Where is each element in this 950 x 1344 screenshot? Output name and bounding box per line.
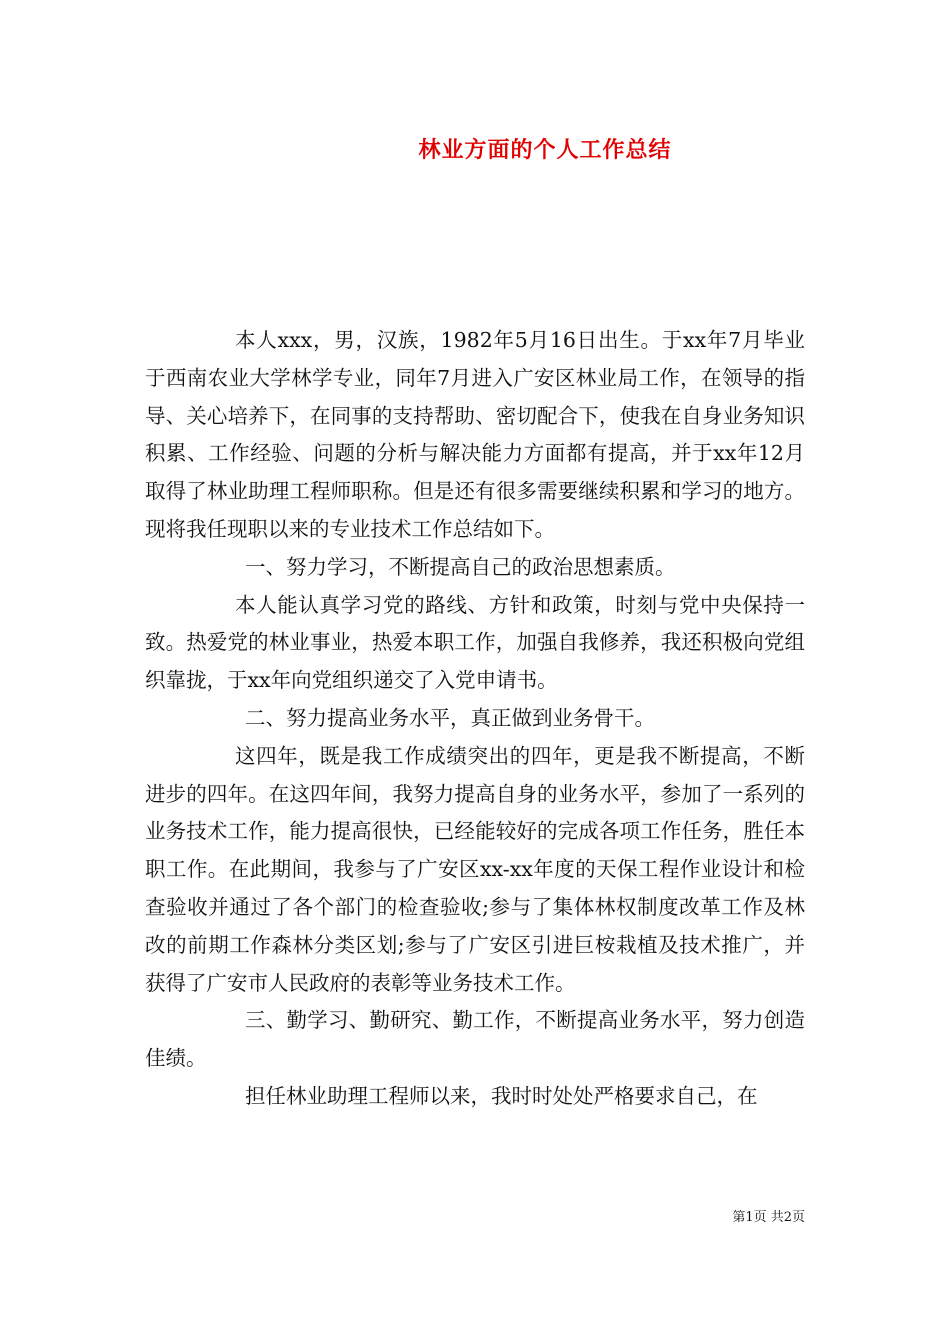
document-body: [145, 322, 805, 1116]
paragraph-section-2: 这四年，既是我工作成绩突出的四年，更是我不断提高，不断进步的四年。在这四年间，我努力提高自身的业务水平，参加了一系列的业务技术工作，能力提高很快，已经能较好的完成各项工作任务，胜任本职工作。在此期间，我参与了广安区xx-xx年度的天保工程作业设计和检查验收并通过了各个部门的检查验收;参与了集体林权制度改革工作及林改的前期工作森林分类区划;参与了广安区引进巨桉栽植及技术推广，并获得了广安市人民政府的表彰等业务技术工作。: [145, 743, 805, 995]
section-heading-2: 二、努力提高业务水平，真正做到业务骨干。: [245, 705, 655, 730]
paragraph-intro: 本人xxx，男，汉族，1982年5月16日出生。于xx年7月毕业于西南农业大学林学专业，同年7月进入广安区林业局工作，在领导的指导、关心培养下，在同事的支持帮助、密切配合下，使我在自身业务知识积累、工作经验、问题的分析与解决能力方面都有提高，并于xx年12月取得了林业助理工程师职称。但是还有很多需要继续积累和学习的地方。现将我任现职以来的专业技术工作总结如下。: [145, 328, 805, 541]
document-title: 林业方面的个人工作总结: [418, 137, 672, 163]
paragraph-section-3: 担任林业助理工程师以来，我时时处处严格要求自己，在: [245, 1083, 758, 1108]
page-number: 第1页 共2页: [732, 1210, 805, 1225]
paragraph-section-1: 本人能认真学习党的路线、方针和政策，时刻与党中央保持一致。热爱党的林业事业，热爱本职工作，加强自我修养，我还积极向党组织靠拢，于xx年向党组织递交了入党申请书。: [145, 592, 805, 693]
section-heading-1: 一、努力学习，不断提高自己的政治思想素质。: [245, 554, 676, 579]
section-heading-3: 三、勤学习、勤研究、勤工作，不断提高业务水平，努力创造佳绩。: [145, 1008, 805, 1071]
